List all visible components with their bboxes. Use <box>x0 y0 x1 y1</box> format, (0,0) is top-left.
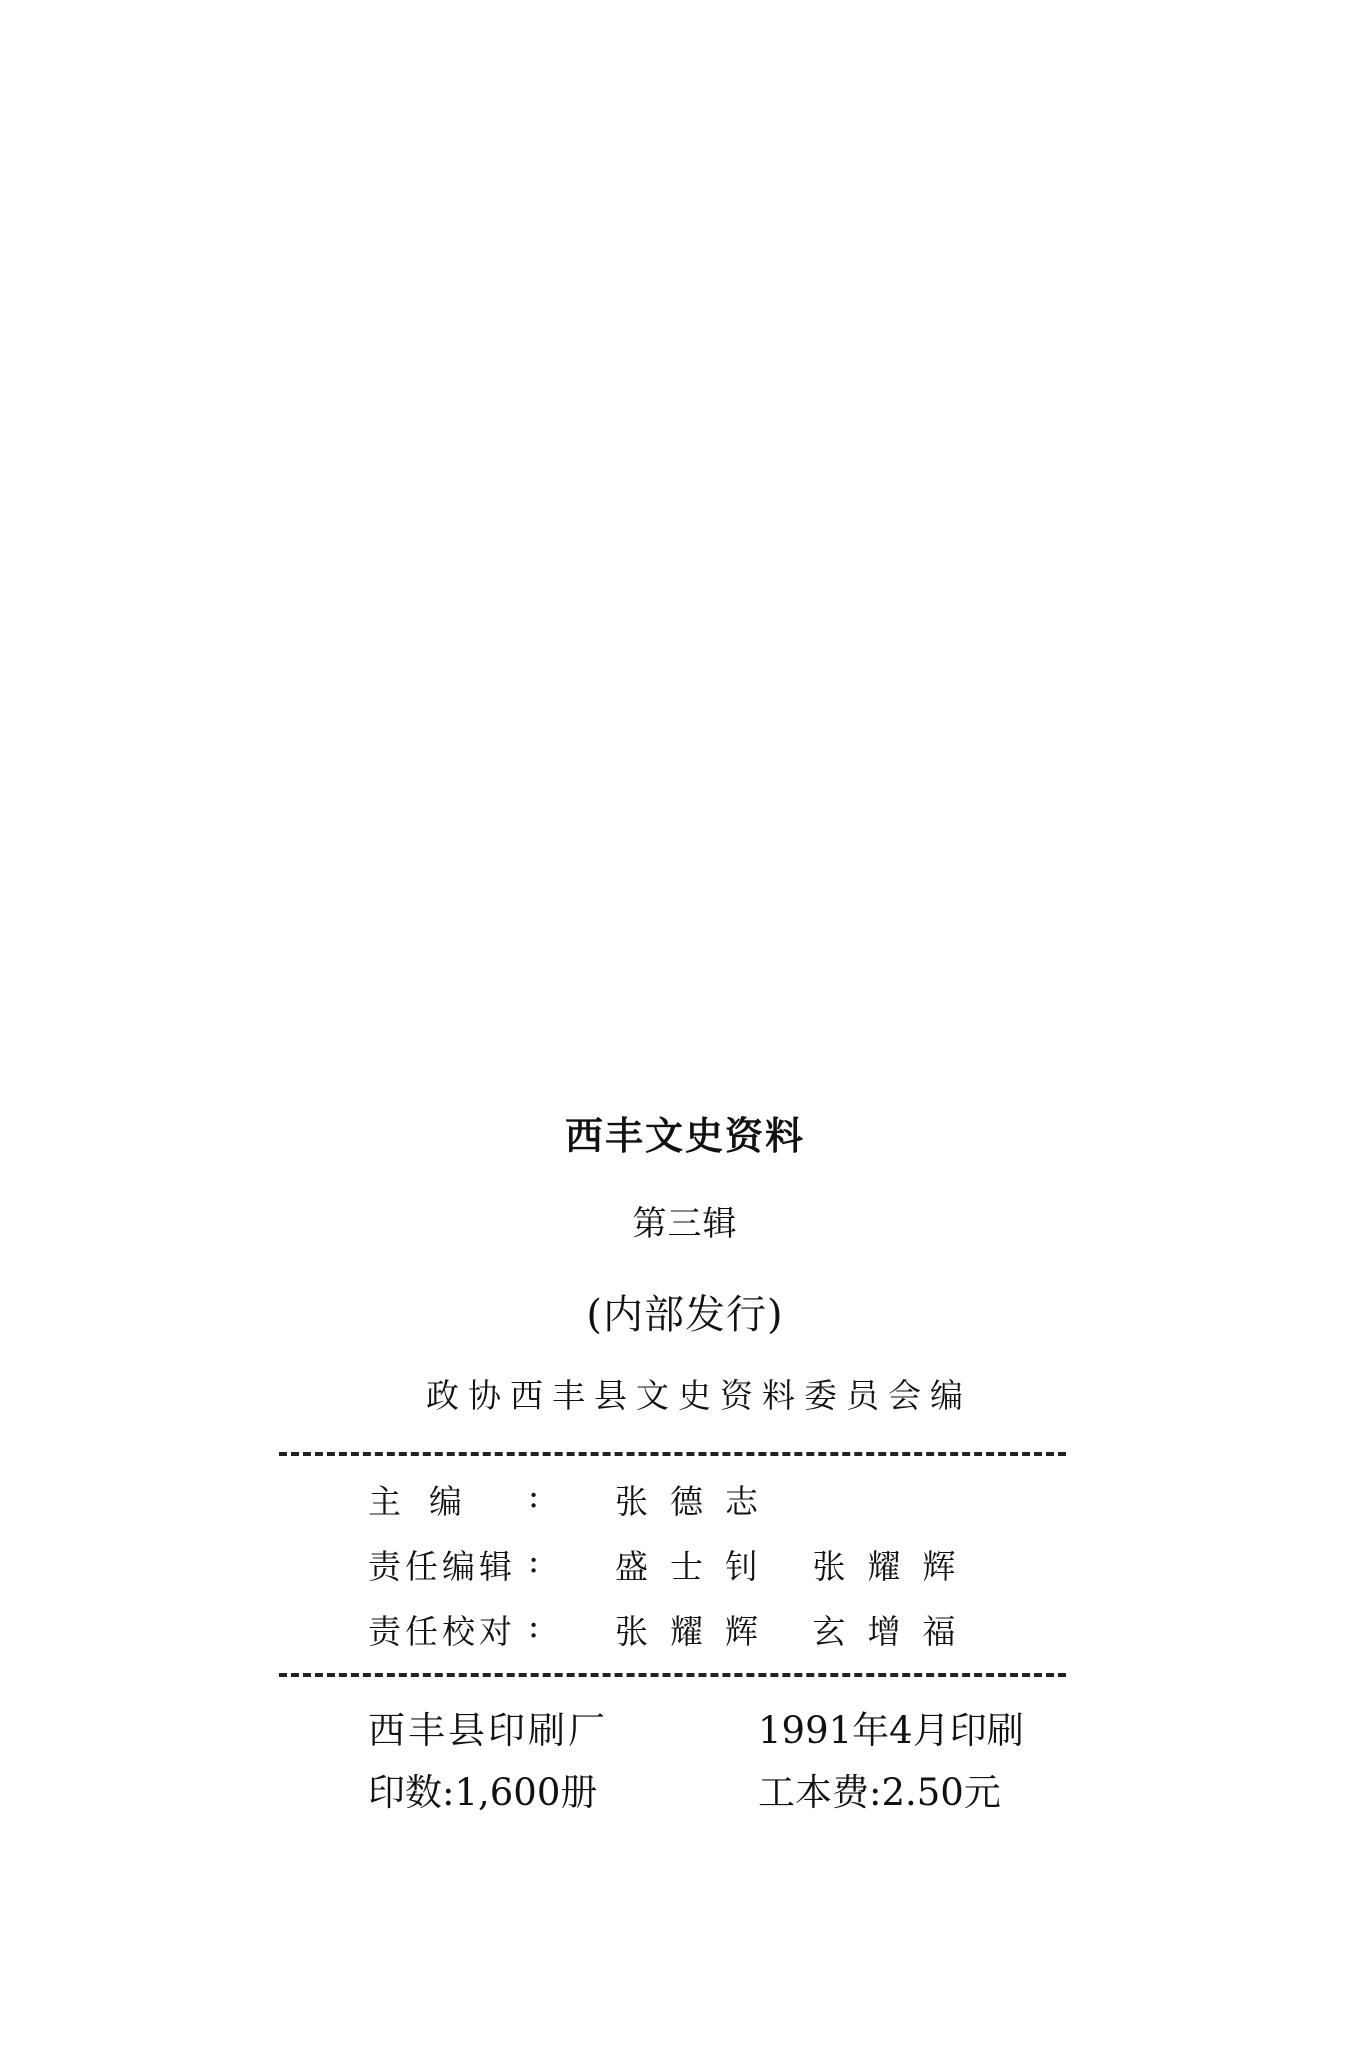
top-divider <box>279 1452 1066 1456</box>
credit-label: 责任校对 <box>368 1612 516 1651</box>
print-run: 印数:1,600册 <box>368 1771 598 1814</box>
credit-label: 责任编辑 <box>368 1547 516 1586</box>
volume-number: 第三辑 <box>632 1204 738 1244</box>
credit-row-chief-editor <box>368 1476 1068 1541</box>
bottom-divider <box>279 1673 1066 1677</box>
credit-names: 盛士钊 张耀辉 <box>615 1547 978 1586</box>
credit-colon: : <box>528 1606 540 1645</box>
credit-names: 张耀辉 玄增福 <box>615 1612 978 1651</box>
credits-block <box>368 1476 1068 1671</box>
print-cost: 工本费:2.50元 <box>758 1771 1001 1814</box>
credit-colon: : <box>528 1541 540 1580</box>
print-date: 1991年4月印刷 <box>758 1709 1024 1752</box>
credit-names: 张德志 <box>615 1482 780 1521</box>
print-row-run <box>368 1762 1068 1824</box>
print-row-printer <box>368 1700 1068 1762</box>
printer-name: 西丰县印刷厂 <box>368 1709 608 1752</box>
credit-row-proofreader <box>368 1606 1068 1671</box>
credit-colon: : <box>528 1476 540 1515</box>
compiler-line: 政协西丰县文史资料委员会编 <box>426 1376 972 1415</box>
printing-info <box>368 1700 1068 1824</box>
book-title: 西丰文史资料 <box>564 1114 805 1158</box>
credit-label: 主编 <box>368 1482 490 1521</box>
credit-row-responsible-editor <box>368 1541 1068 1606</box>
distribution-note: (内部发行) <box>586 1292 784 1338</box>
